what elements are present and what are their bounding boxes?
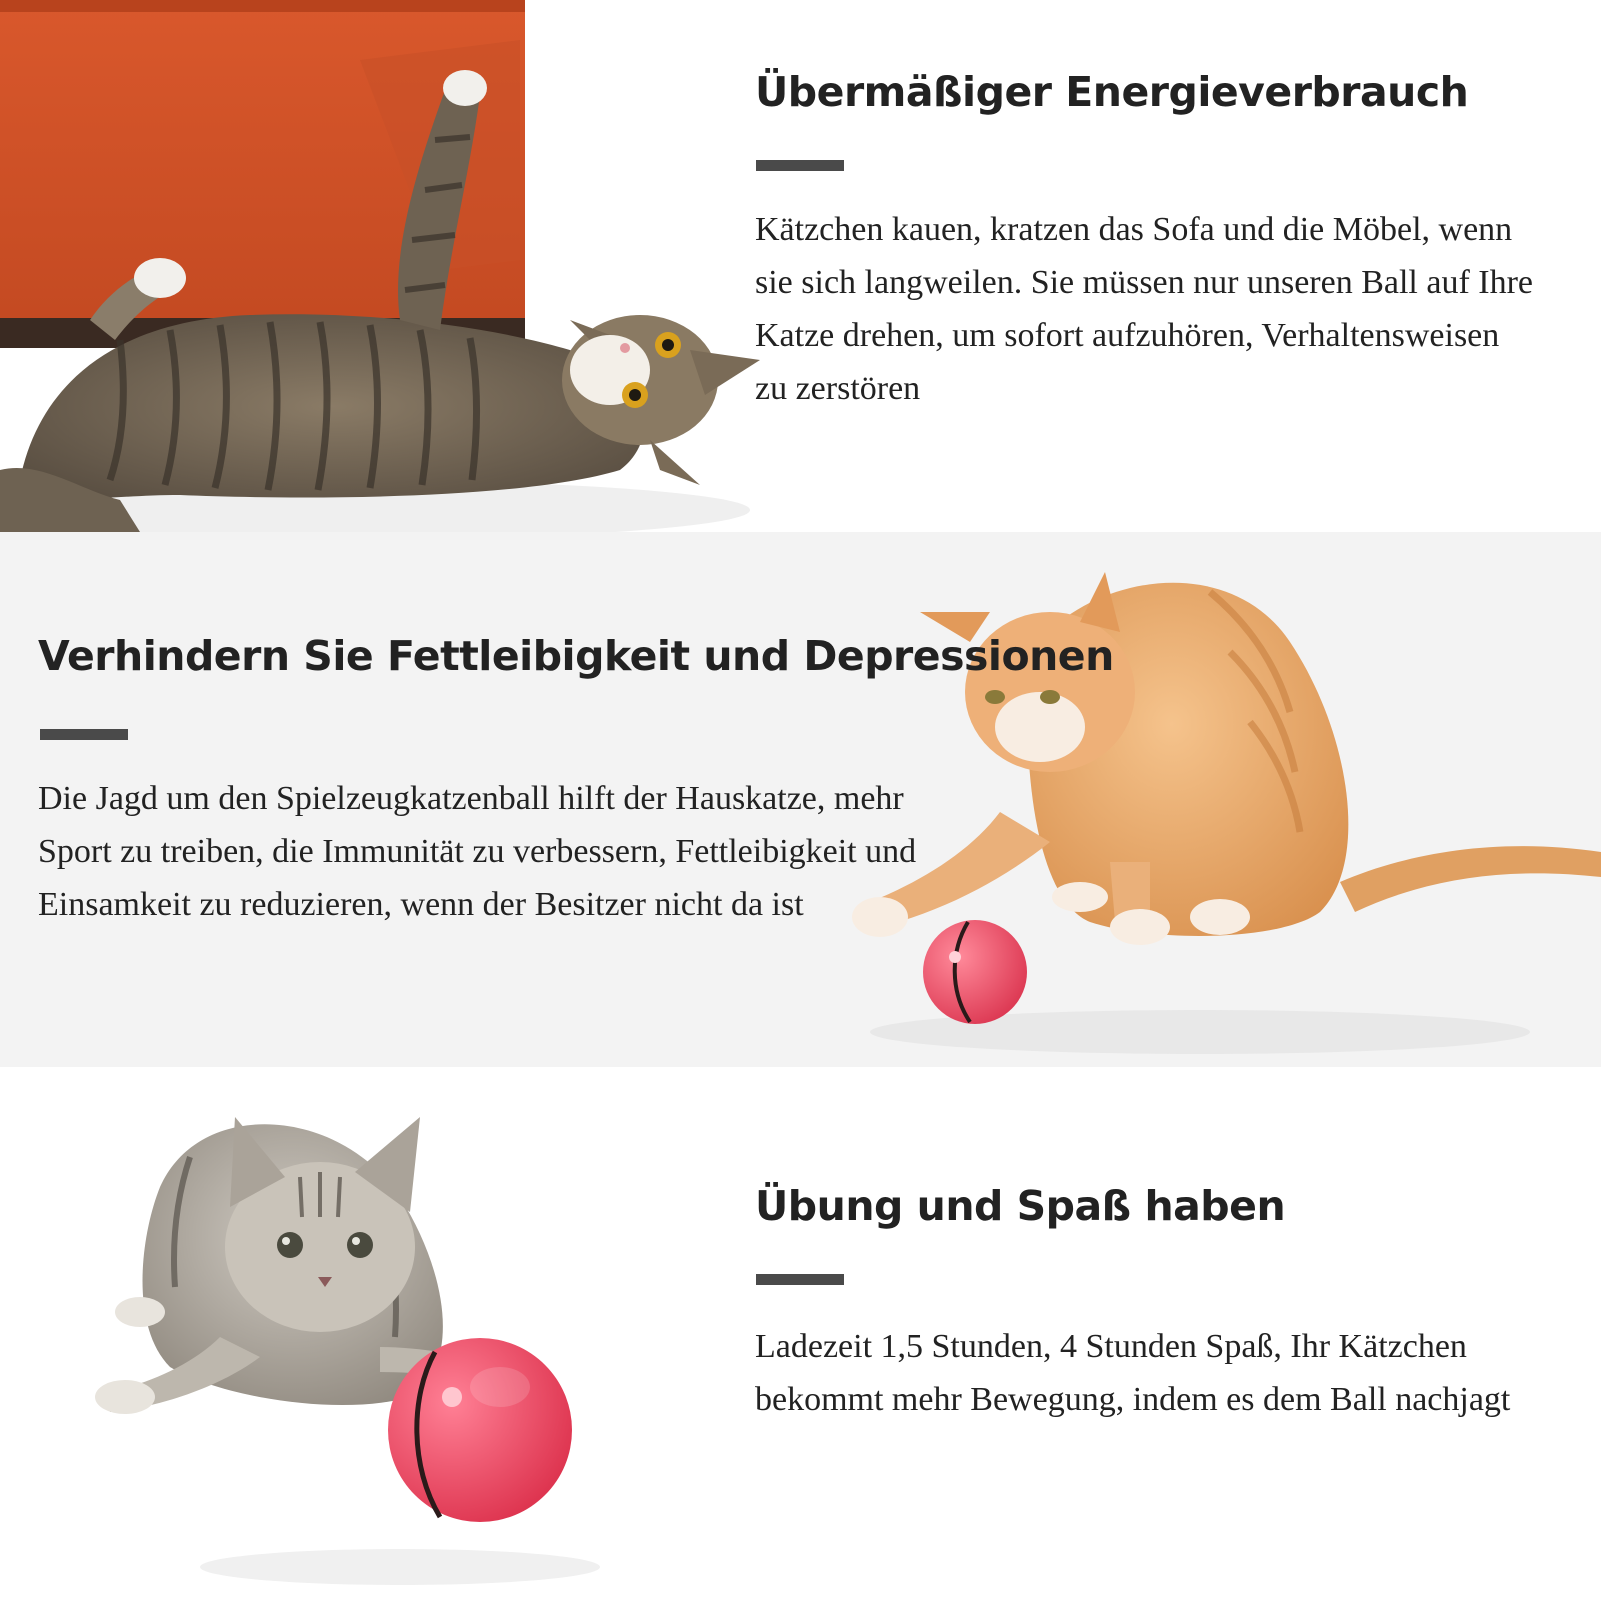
title-underline-bar xyxy=(40,729,128,740)
section-title-obesity: Verhindern Sie Fettleibigkeit und Depressionen xyxy=(38,632,1114,680)
section-title-fun: Übung und Spaß haben xyxy=(755,1182,1286,1230)
section-title-energy: Übermäßiger Energieverbrauch xyxy=(755,68,1469,116)
title-underline-bar xyxy=(756,160,844,171)
section-body-fun: Ladezeit 1,5 Stunden, 4 Stunden Spaß, Ihr Kätzchen bekommt mehr Bewegung, indem es dem Ball nachjagt xyxy=(755,1328,1511,1418)
feature-section-fun xyxy=(0,1067,1601,1601)
title-underline-bar xyxy=(756,1274,844,1285)
section-body-obesity: Die Jagd um den Spielzeugkatzenball hilft der Hauskatze, mehr Sport zu treiben, die Immunität zu verbessern, Fettleibigkeit und Einsamkeit zu reduzieren, wenn der Besitzer nicht da ist xyxy=(38,780,917,923)
orange-cat-with-ball-image xyxy=(850,532,1601,1067)
section-body-energy: Kätzchen kauen, kratzen das Sofa und die Möbel, wenn sie sich langweilen. Sie müssen nur unseren Ball auf Ihre Katze drehen, um sofort aufzuhören, Verhaltensweisen zu zerstören xyxy=(755,211,1534,407)
feature-section-obesity xyxy=(0,532,1601,1067)
kitten-with-ball-image xyxy=(80,1067,620,1601)
feature-section-energy xyxy=(0,0,1601,532)
cat-scratching-sofa-image xyxy=(0,0,780,532)
